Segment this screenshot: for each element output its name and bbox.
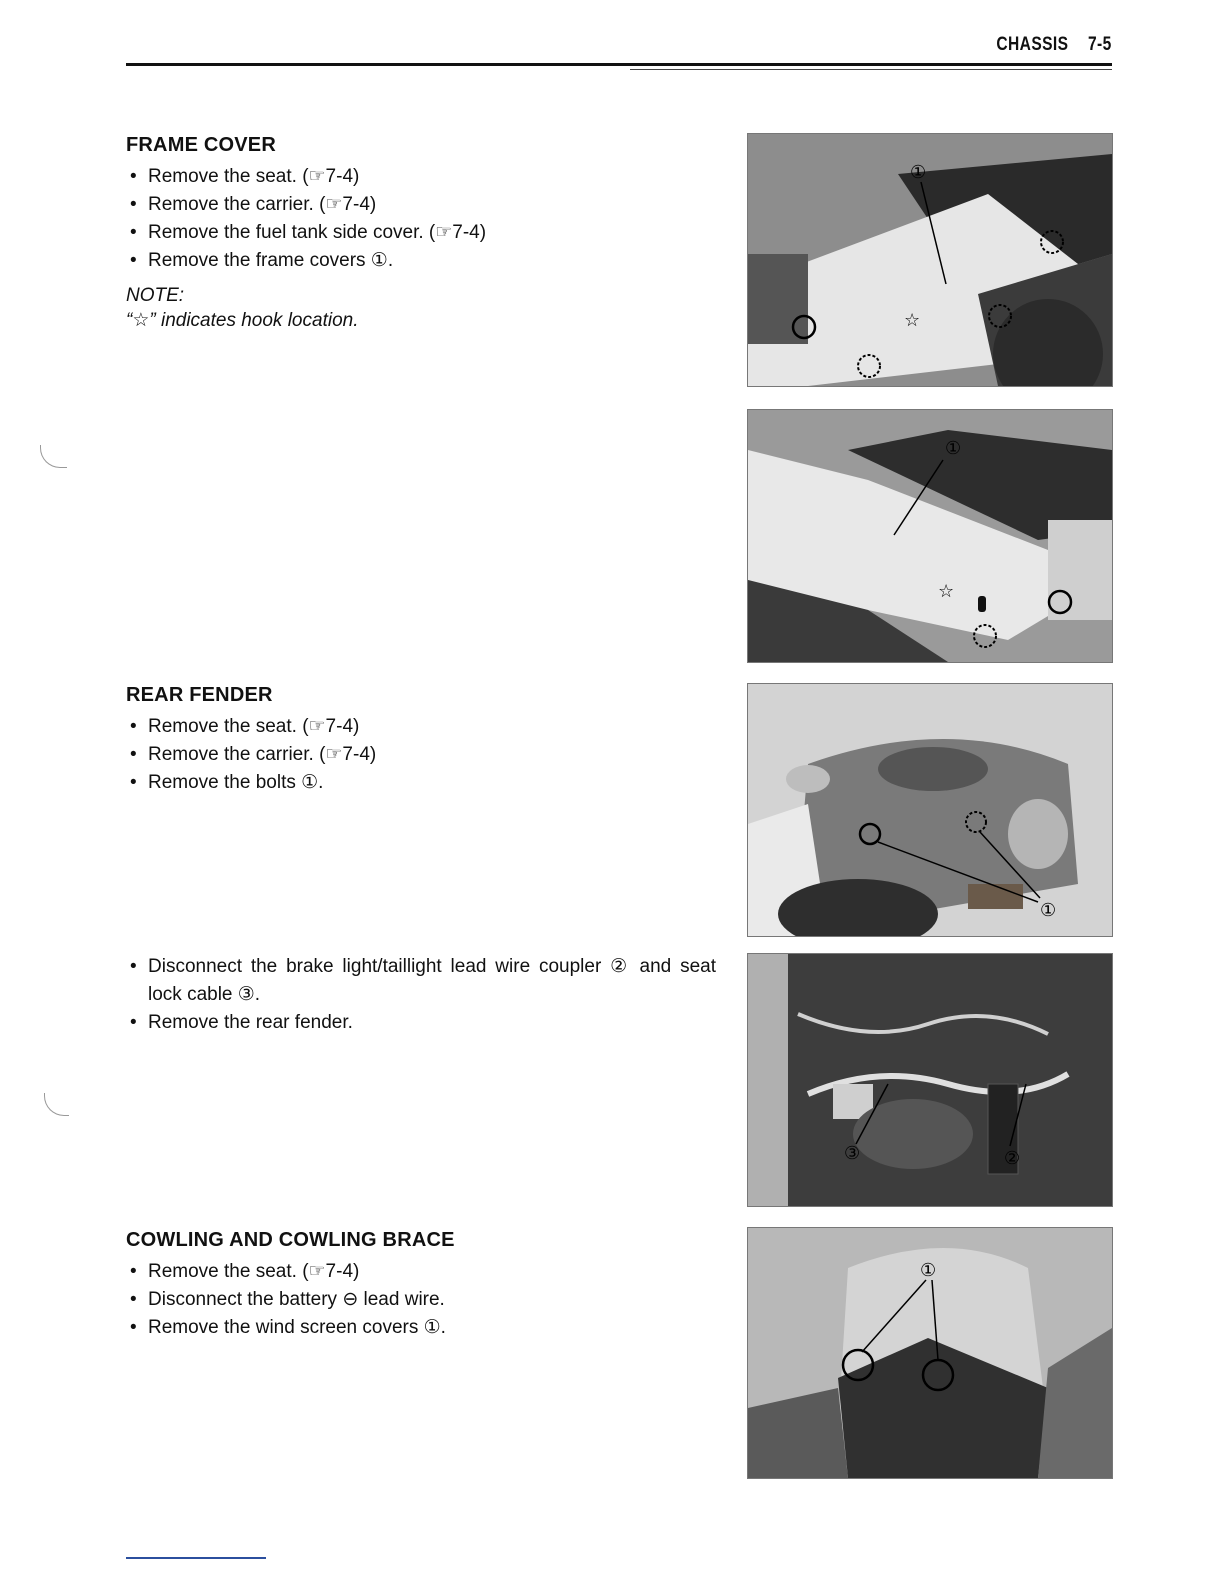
margin-mark-2	[44, 1093, 69, 1116]
cowling-photo	[747, 1227, 1113, 1479]
header-page-number: 7-5	[1088, 34, 1112, 55]
rear-fender-step-5: • Remove the rear fender.	[126, 1009, 716, 1037]
header-rule	[126, 63, 1112, 66]
note-label: NOTE:	[126, 285, 185, 306]
rear-fender-step-1: • Remove the seat. (☞7-4)	[126, 713, 716, 741]
cowling-step-2: • Disconnect the battery ⊖ lead wire.	[126, 1286, 716, 1314]
photo2-callout-1: ①	[945, 438, 962, 459]
rear-fender-step-3: • Remove the bolts ①.	[126, 769, 716, 797]
photo4-callout-3: ③	[844, 1143, 861, 1164]
page-header	[997, 34, 1112, 56]
photo4-callout-2: ②	[1004, 1148, 1021, 1169]
frame-cover-photo-1	[747, 133, 1113, 387]
footer-rule	[126, 1557, 266, 1559]
rear-fender-steps-2	[126, 953, 716, 1037]
cowling-steps	[126, 1258, 716, 1342]
frame-cover-step-3: • Remove the fuel tank side cover. (☞7-4)	[126, 219, 716, 247]
rear-fender-section-2	[126, 953, 716, 1037]
cowling-section	[126, 1229, 716, 1342]
rear-fender-section	[126, 684, 716, 797]
photo5-callout-1: ①	[920, 1260, 937, 1281]
rear-fender-photo-1	[747, 683, 1113, 937]
note-text: “☆” indicates hook location.	[126, 310, 359, 331]
rear-fender-step-4: • Disconnect the brake light/taillight lead wire coupler ② and seat lock cable ③.	[126, 953, 716, 1009]
cowling-step-3: • Remove the wind screen covers ①.	[126, 1314, 716, 1342]
cowling-title: COWLING AND COWLING BRACE	[126, 1229, 455, 1251]
rear-fender-step-2: • Remove the carrier. (☞7-4)	[126, 741, 716, 769]
frame-cover-title: FRAME COVER	[126, 134, 276, 156]
photo1-callout-1: ①	[910, 162, 927, 183]
photo2-hook-star: ☆	[938, 581, 955, 602]
frame-cover-step-2: • Remove the carrier. (☞7-4)	[126, 191, 716, 219]
frame-cover-step-4: • Remove the frame covers ①.	[126, 247, 716, 275]
header-rule-thin	[630, 69, 1112, 70]
photo3-callout-1: ①	[1040, 900, 1057, 921]
frame-cover-photo-2	[747, 409, 1113, 663]
rear-fender-title: REAR FENDER	[126, 684, 273, 706]
frame-cover-step-1: • Remove the seat. (☞7-4)	[126, 163, 716, 191]
header-section: CHASSIS	[996, 34, 1069, 55]
frame-cover-section	[126, 134, 716, 332]
rear-fender-steps	[126, 713, 716, 797]
cowling-step-1: • Remove the seat. (☞7-4)	[126, 1258, 716, 1286]
frame-cover-steps	[126, 163, 716, 275]
rear-fender-photo-2	[747, 953, 1113, 1207]
margin-mark-1	[40, 445, 67, 468]
photo1-hook-star: ☆	[904, 310, 921, 331]
